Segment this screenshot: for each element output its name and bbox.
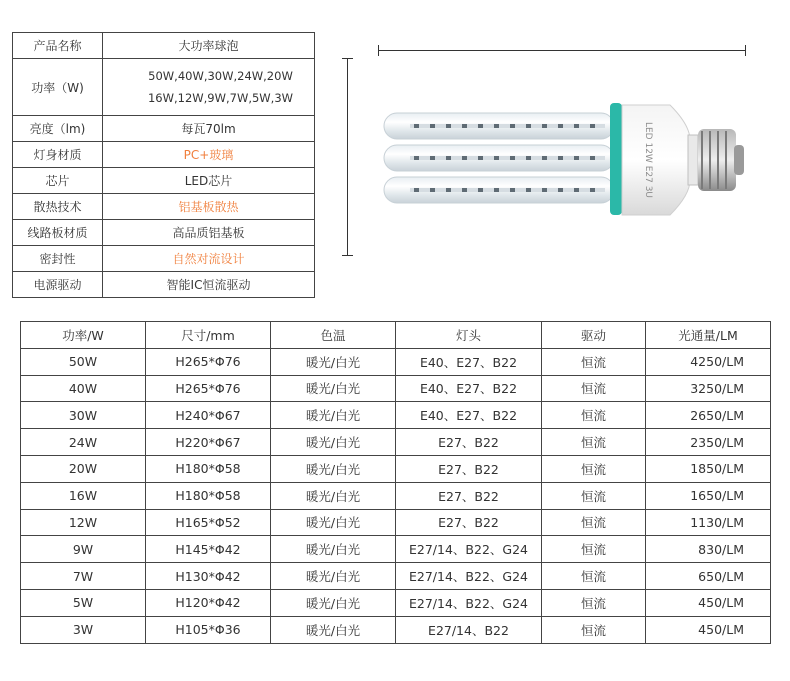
- table-cell: H145*Φ42: [146, 536, 271, 563]
- spec-value: [103, 59, 315, 116]
- table-cell: 恒流: [542, 429, 646, 456]
- table-row: [21, 536, 771, 563]
- table-cell: 4250/LM: [646, 348, 771, 375]
- table-cell: E27、B22: [396, 509, 542, 536]
- table-cell: E27/14、B22、G24: [396, 563, 542, 590]
- spec-key: 密封性: [13, 246, 103, 272]
- table-cell: 暖光/白光: [271, 616, 396, 643]
- spec-value: 大功率球泡: [103, 33, 315, 59]
- table-cell: E40、E27、B22: [396, 375, 542, 402]
- table-cell: 9W: [21, 536, 146, 563]
- table-cell: 恒流: [542, 375, 646, 402]
- table-cell: H105*Φ36: [146, 616, 271, 643]
- table-cell: 450/LM: [646, 589, 771, 616]
- table-cell: H180*Φ58: [146, 455, 271, 482]
- table-row: [21, 616, 771, 643]
- table-cell: E27/14、B22、G24: [396, 536, 542, 563]
- table-cell: 30W: [21, 402, 146, 429]
- table-cell: 830/LM: [646, 536, 771, 563]
- table-cell: E27、B22: [396, 429, 542, 456]
- table-cell: 暖光/白光: [271, 455, 396, 482]
- table-cell: E27/14、B22、G24: [396, 589, 542, 616]
- spec-row: [13, 59, 315, 116]
- table-row: [21, 563, 771, 590]
- spec-key: 亮度（lm): [13, 116, 103, 142]
- spec-key: 芯片: [13, 168, 103, 194]
- column-header: 灯头: [396, 322, 542, 349]
- table-cell: E27、B22: [396, 455, 542, 482]
- spec-table: [12, 32, 315, 298]
- table-cell: 7W: [21, 563, 146, 590]
- spec-value: LED芯片: [103, 168, 315, 194]
- spec-key: 散热技术: [13, 194, 103, 220]
- spec-value-text: 铝基板散热: [178, 199, 239, 214]
- length-dimension-line: [378, 50, 746, 51]
- spec-key: 功率（W): [13, 59, 103, 116]
- table-cell: 暖光/白光: [271, 509, 396, 536]
- spec-value: 每瓦70lm: [103, 116, 315, 142]
- table-cell: 暖光/白光: [271, 563, 396, 590]
- table-cell: 恒流: [542, 455, 646, 482]
- table-cell: H265*Φ76: [146, 375, 271, 402]
- spec-row: [13, 168, 315, 194]
- table-cell: 650/LM: [646, 563, 771, 590]
- table-cell: H180*Φ58: [146, 482, 271, 509]
- column-header: 功率/W: [21, 322, 146, 349]
- spec-key: 线路板材质: [13, 220, 103, 246]
- spec-value: [103, 246, 315, 272]
- table-cell: E40、E27、B22: [396, 348, 542, 375]
- table-cell: 20W: [21, 455, 146, 482]
- column-header: 驱动: [542, 322, 646, 349]
- spec-row: [13, 33, 315, 59]
- table-cell: 450/LM: [646, 616, 771, 643]
- spec-value: 智能IC恒流驱动: [103, 272, 315, 298]
- power-line-1: 50W,40W,30W,24W,20W: [148, 69, 293, 83]
- spec-value-text: PC+玻璃: [183, 147, 234, 162]
- spec-value: [103, 194, 315, 220]
- table-row: [21, 455, 771, 482]
- table-cell: H120*Φ42: [146, 589, 271, 616]
- spec-key: 电源驱动: [13, 272, 103, 298]
- column-header: 尺寸/mm: [146, 322, 271, 349]
- model-table: [20, 321, 771, 644]
- table-cell: 5W: [21, 589, 146, 616]
- product-figure: [330, 40, 770, 280]
- table-cell: 暖光/白光: [271, 348, 396, 375]
- table-cell: 恒流: [542, 616, 646, 643]
- table-cell: H165*Φ52: [146, 509, 271, 536]
- table-cell: H265*Φ76: [146, 348, 271, 375]
- table-cell: 暖光/白光: [271, 589, 396, 616]
- spec-value-text: 自然对流设计: [172, 251, 245, 266]
- power-line-2: 16W,12W,9W,7W,5W,3W: [147, 91, 294, 105]
- table-cell: 恒流: [542, 536, 646, 563]
- led-bulb-image: [380, 95, 750, 225]
- table-cell: 16W: [21, 482, 146, 509]
- height-dimension-line: [347, 58, 348, 256]
- table-cell: 1650/LM: [646, 482, 771, 509]
- table-cell: 暖光/白光: [271, 482, 396, 509]
- table-cell: 恒流: [542, 348, 646, 375]
- table-cell: 1130/LM: [646, 509, 771, 536]
- spec-key: 灯身材质: [13, 142, 103, 168]
- table-cell: 暖光/白光: [271, 375, 396, 402]
- table-row: [21, 482, 771, 509]
- column-header: 光通量/LM: [646, 322, 771, 349]
- table-cell: E27、B22: [396, 482, 542, 509]
- table-cell: 12W: [21, 509, 146, 536]
- spec-value: [103, 142, 315, 168]
- table-cell: 2350/LM: [646, 429, 771, 456]
- bulb-label: LED 12W E27 3U: [643, 121, 653, 199]
- table-cell: 3W: [21, 616, 146, 643]
- spec-row: [13, 272, 315, 298]
- spec-row: [13, 220, 315, 246]
- table-cell: 恒流: [542, 402, 646, 429]
- table-cell: 恒流: [542, 563, 646, 590]
- spec-row: [13, 246, 315, 272]
- table-row: [21, 429, 771, 456]
- table-cell: 恒流: [542, 509, 646, 536]
- table-cell: 24W: [21, 429, 146, 456]
- table-cell: 2650/LM: [646, 402, 771, 429]
- spec-value: 高品质铝基板: [103, 220, 315, 246]
- spec-key: 产品名称: [13, 33, 103, 59]
- table-header-row: [21, 322, 771, 349]
- spec-row: [13, 142, 315, 168]
- table-cell: E27/14、B22: [396, 616, 542, 643]
- table-row: [21, 509, 771, 536]
- table-row: [21, 375, 771, 402]
- table-cell: 3250/LM: [646, 375, 771, 402]
- table-row: [21, 589, 771, 616]
- table-cell: 40W: [21, 375, 146, 402]
- table-cell: 恒流: [542, 482, 646, 509]
- column-header: 色温: [271, 322, 396, 349]
- table-cell: 暖光/白光: [271, 536, 396, 563]
- table-cell: H220*Φ67: [146, 429, 271, 456]
- table-cell: 暖光/白光: [271, 402, 396, 429]
- spec-row: [13, 194, 315, 220]
- table-cell: 恒流: [542, 589, 646, 616]
- spec-row: [13, 116, 315, 142]
- table-cell: 暖光/白光: [271, 429, 396, 456]
- table-row: [21, 348, 771, 375]
- table-cell: 1850/LM: [646, 455, 771, 482]
- table-cell: H240*Φ67: [146, 402, 271, 429]
- table-row: [21, 402, 771, 429]
- table-cell: H130*Φ42: [146, 563, 271, 590]
- table-body: [21, 348, 771, 643]
- table-cell: E40、E27、B22: [396, 402, 542, 429]
- table-cell: 50W: [21, 348, 146, 375]
